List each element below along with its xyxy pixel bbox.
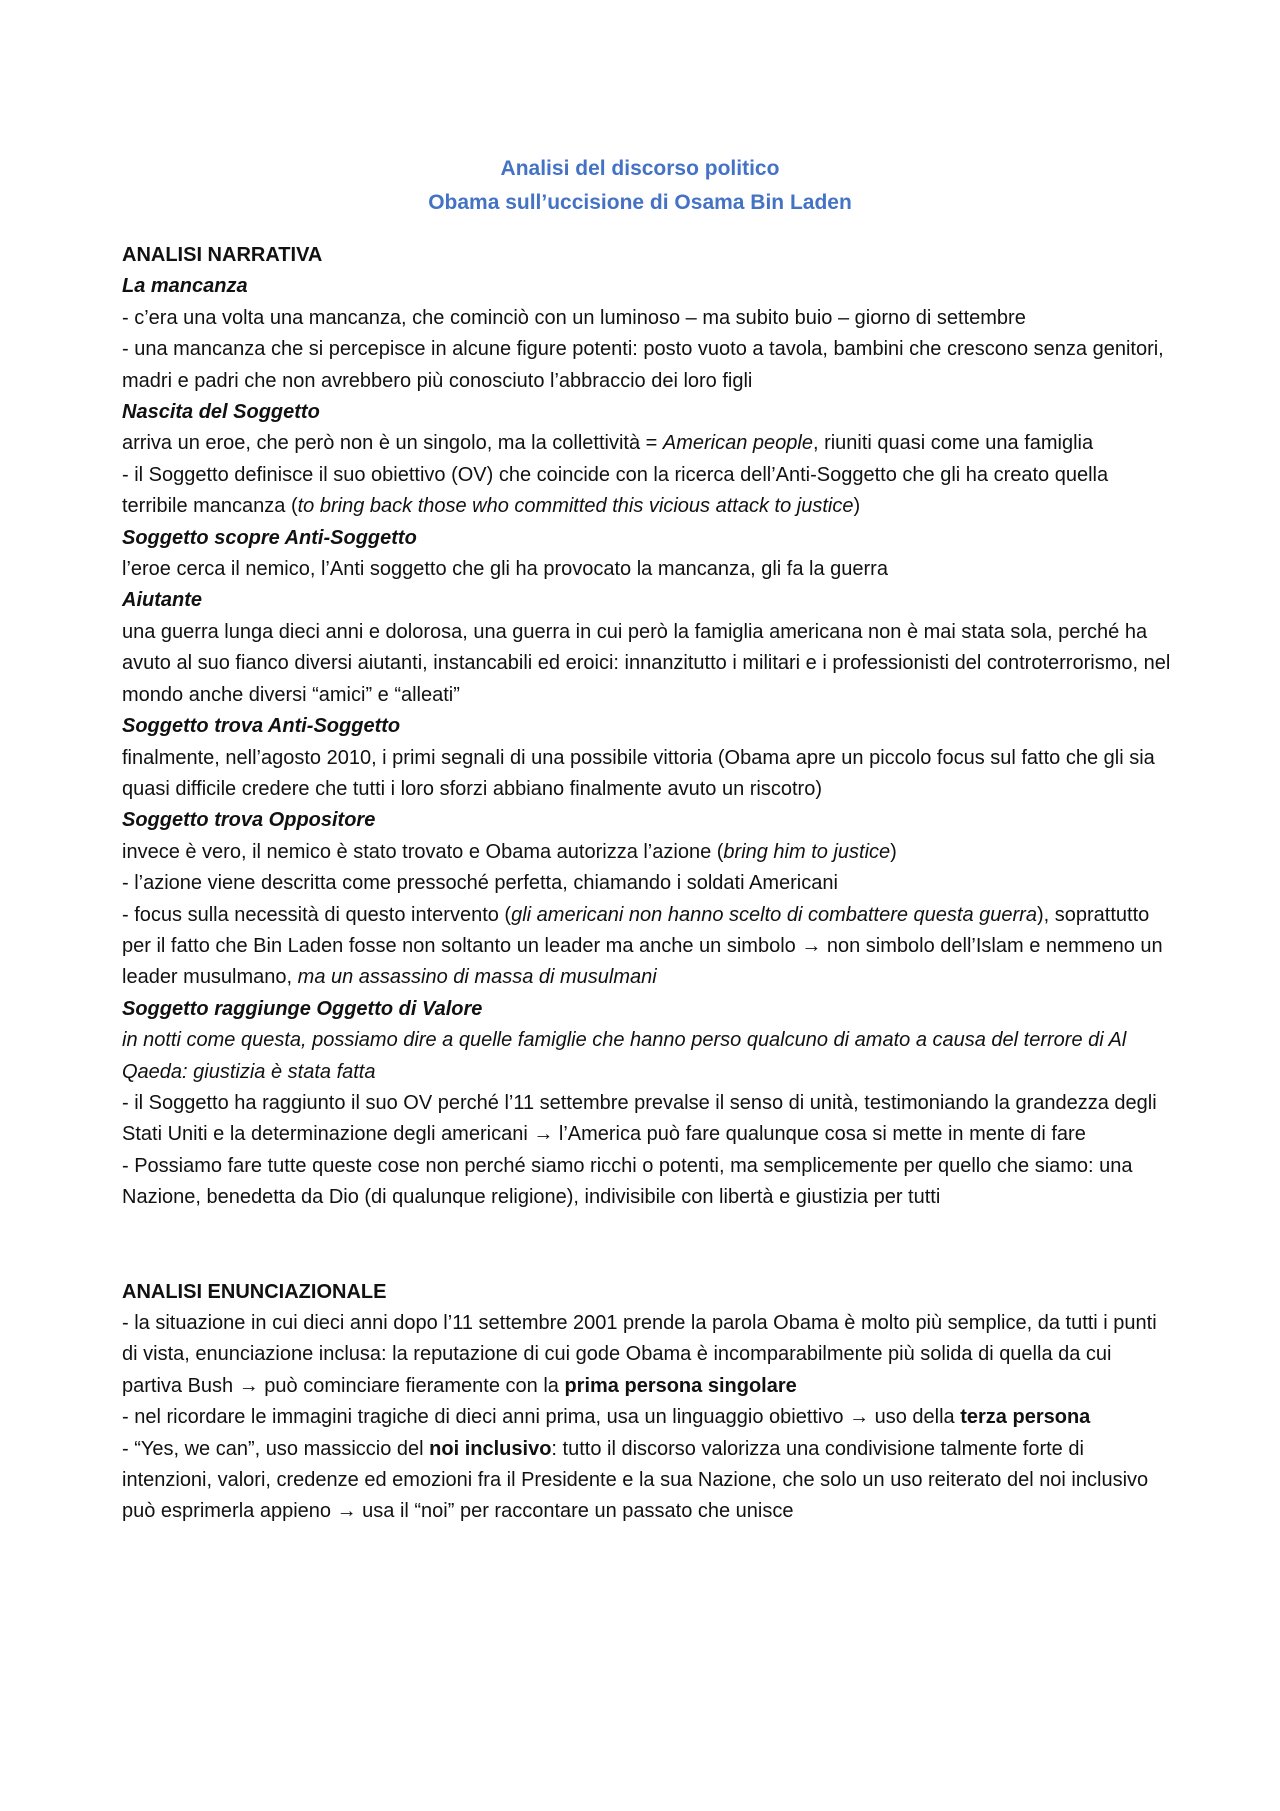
bold-run: noi inclusivo xyxy=(429,1437,552,1460)
bold-run: terza persona xyxy=(960,1406,1091,1429)
text-run: arriva un eroe, che però non è un singolo, ma la collettività = xyxy=(122,432,663,455)
arrow-icon: → xyxy=(533,1123,554,1146)
text-run: l’America può fare qualunque cosa si mette in mente di fare xyxy=(553,1123,1086,1146)
text-run: non simbolo dell’Islam e nemmeno un leader musulmano, xyxy=(122,934,1163,989)
paragraph xyxy=(122,1308,1172,1402)
paragraph xyxy=(122,460,1172,523)
paragraph xyxy=(122,1088,1172,1151)
title-line-2: Obama sull’uccisione di Osama Bin Laden xyxy=(428,191,852,214)
bold-run: prima persona singolare xyxy=(564,1374,797,1397)
subheading-raggiunge: Soggetto raggiunge Oggetto di Valore xyxy=(122,997,483,1020)
text-run: può cominciare fieramente con la xyxy=(258,1374,565,1397)
paragraph xyxy=(122,1434,1172,1528)
paragraph: - una mancanza che si percepisce in alcune figure potenti: posto vuoto a tavola, bambini che crescono senza genitori, madri e padri che non avrebbero più conosciuto l’abbraccio dei loro figli xyxy=(122,338,1164,392)
paragraph: una guerra lunga dieci anni e dolorosa, una guerra in cui però la famiglia americana non è mai stata sola, perché ha avuto al suo fianco diversi aiutanti, instancabili ed eroici: innanzitutto i militari e i professionisti del controterrorismo, nel mondo anche diversi “amici” e “alleati” xyxy=(122,620,1171,706)
subheading-trova: Soggetto trova Anti-Soggetto xyxy=(122,715,401,738)
italic-run: gli americani non hanno scelto di combattere questa guerra xyxy=(511,903,1037,926)
text-run: ) xyxy=(890,840,897,863)
italic-run: American people xyxy=(662,432,813,455)
subheading-mancanza: La mancanza xyxy=(122,275,248,298)
subheading-scopre: Soggetto scopre Anti-Soggetto xyxy=(122,526,417,549)
text-run: - il Soggetto definisce il suo obiettivo (OV) che coincide con la ricerca dell’Anti-Soggetto che gli ha creato quella terribile mancanza ( xyxy=(122,463,1109,518)
subheading-nascita: Nascita del Soggetto xyxy=(122,401,320,424)
italic-run: in notti come questa, possiamo dire a quelle famiglie che hanno perso qualcuno di amato a causa del terrore di Al Qaeda: giustizia è stata fatta xyxy=(122,1029,1127,1083)
section-spacer xyxy=(122,1214,1172,1277)
paragraph: - c’era una volta una mancanza, che cominciò con un luminoso – ma subito buio – giorno di settembre xyxy=(122,306,1026,329)
subheading-oppositore: Soggetto trova Oppositore xyxy=(122,809,376,832)
section-heading-narrativa: ANALISI NARRATIVA xyxy=(122,244,323,266)
section-heading-enunciazionale: ANALISI ENUNCIAZIONALE xyxy=(122,1280,387,1303)
document-title xyxy=(0,152,1280,220)
paragraph xyxy=(122,837,1172,868)
arrow-icon: → xyxy=(336,1500,357,1523)
text-run: ), soprattutto per il fatto che Bin Laden fosse non soltanto un leader ma anche un simbolo xyxy=(122,903,1150,957)
paragraph: finalmente, nell’agosto 2010, i primi segnali di una possibile vittoria (Obama apre un piccolo focus sul fatto che gli sia quasi difficile credere che tutti i loro sforzi abbiano finalmente avuto un riscotro) xyxy=(122,746,1155,800)
italic-run: bring him to justice xyxy=(723,840,891,863)
arrow-icon: → xyxy=(238,1374,259,1397)
text-run: invece è vero, il nemico è stato trovato e Obama autorizza l’azione ( xyxy=(122,840,724,863)
text-run: : tutto il discorso valorizza una condivisione talmente forte di intenzioni, valori, credenze ed emozioni fra il Presidente e la sua Nazione, che solo un uso reiterato del noi inclusivo può esprimerla appieno xyxy=(122,1437,1149,1523)
text-run: usa il “noi” per raccontare un passato che unisce xyxy=(356,1500,794,1523)
text-run: - nel ricordare le immagini tragiche di dieci anni prima, usa un linguaggio obiettivo xyxy=(122,1406,850,1429)
text-run: - la situazione in cui dieci anni dopo l’11 settembre 2001 prende la parola Obama è molto più semplice, da tutti i punti di vista, enunciazione inclusa: la reputazione di cui gode Obama è incomparabilmente più solida di quella da cui partiva Bush xyxy=(122,1312,1157,1397)
text-run: - focus sulla necessità di questo intervento ( xyxy=(122,903,512,926)
paragraph xyxy=(122,428,1172,459)
text-run: - “Yes, we can”, uso massiccio del xyxy=(122,1437,430,1460)
paragraph: - Possiamo fare tutte queste cose non perché siamo ricchi o potenti, ma semplicemente per quello che siamo: una Nazione, benedetta da Dio (di qualunque religione), indivisibile con libertà e giustizia per tutti xyxy=(122,1154,1133,1209)
text-run: , riuniti quasi come una famiglia xyxy=(812,432,1094,455)
paragraph xyxy=(122,1025,1172,1088)
document-body xyxy=(122,240,1172,1528)
text-run: ) xyxy=(853,495,861,518)
subheading-aiutante: Aiutante xyxy=(122,589,202,612)
paragraph: - l’azione viene descritta come pressoché perfetta, chiamando i soldati Americani xyxy=(122,872,838,895)
paragraph xyxy=(122,1402,1172,1433)
text-run: - il Soggetto ha raggiunto il suo OV perché l’11 settembre prevalse il senso di unità, testimoniando la grandezza degli Stati Uniti e la determinazione degli americani xyxy=(122,1091,1157,1146)
paragraph xyxy=(122,900,1172,994)
italic-run: to bring back those who committed this vicious attack to justice xyxy=(297,495,854,518)
paragraph: l’eroe cerca il nemico, l’Anti soggetto che gli ha provocato la mancanza, gli fa la guerra xyxy=(122,558,888,581)
title-line-1: Analisi del discorso politico xyxy=(500,157,780,180)
italic-run: ma un assassino di massa di musulmani xyxy=(297,966,657,989)
text-run: uso della xyxy=(869,1406,961,1429)
arrow-icon: → xyxy=(849,1406,870,1429)
arrow-icon: → xyxy=(801,934,822,957)
